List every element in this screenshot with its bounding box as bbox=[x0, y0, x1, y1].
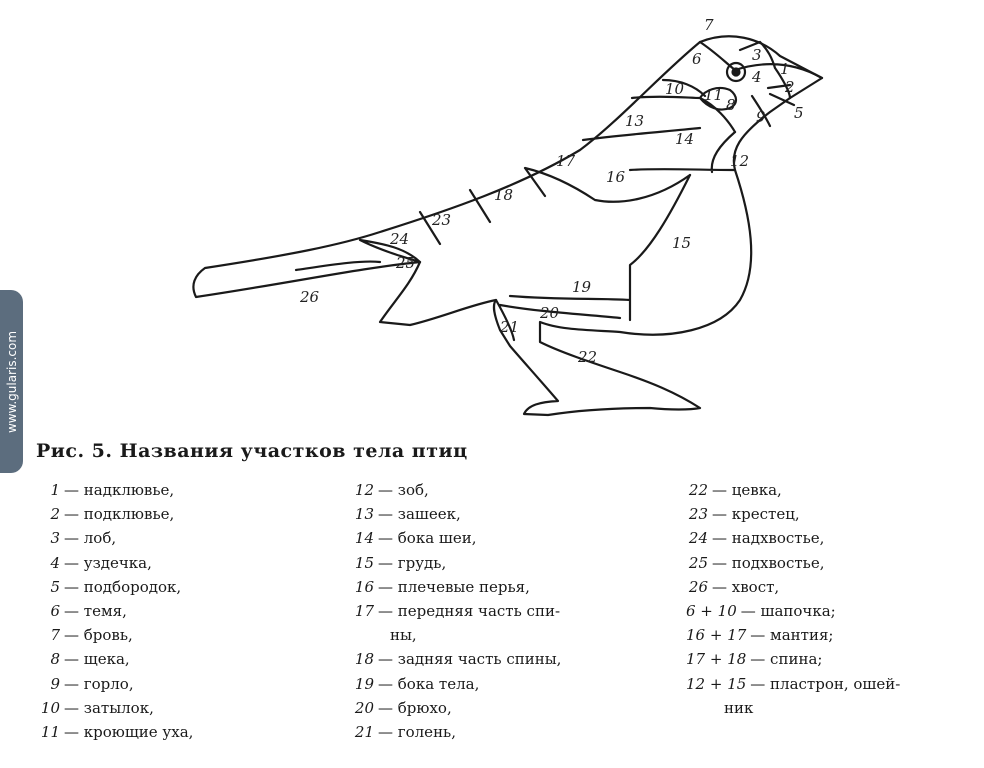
region-number: 8 bbox=[726, 96, 736, 114]
legend-entry: 23 — крестец, bbox=[688, 505, 800, 524]
legend-column-3 bbox=[686, 478, 900, 720]
back-lines bbox=[296, 128, 735, 270]
region-number: 16 bbox=[606, 168, 626, 186]
region-number: 2 bbox=[785, 78, 795, 96]
legend-entry: 8 — щека, bbox=[50, 650, 130, 669]
region-number: 14 bbox=[675, 130, 695, 148]
region-number: 15 bbox=[672, 234, 692, 252]
watermark-text: www.gularis.com bbox=[4, 330, 19, 433]
legend-entry: 4 — уздечка, bbox=[50, 553, 152, 572]
legend-entry: 9 — горло, bbox=[50, 674, 134, 693]
legend-entry-continuation: ник bbox=[724, 698, 754, 717]
legend-entry: 6 — темя, bbox=[50, 602, 127, 621]
legend-entry: 14 — бока шеи, bbox=[354, 529, 477, 548]
legend-combo-entry: 17 + 18 — спина; bbox=[686, 650, 823, 669]
region-number: 9 bbox=[756, 108, 766, 126]
region-number: 21 bbox=[500, 318, 520, 336]
legend-entry: 2 — подклювье, bbox=[50, 505, 175, 524]
region-number: 4 bbox=[752, 68, 762, 86]
legend-entry: 18 — задняя часть спины, bbox=[354, 650, 562, 669]
legend-entry: 5 — подбородок, bbox=[50, 577, 182, 596]
region-number: 5 bbox=[794, 104, 804, 122]
legend-entry: 7 — бровь, bbox=[50, 626, 133, 645]
region-number: 24 bbox=[390, 230, 410, 248]
legend-entry: 21 — голень, bbox=[354, 723, 456, 742]
region-number: 6 bbox=[692, 50, 702, 68]
region-number: 23 bbox=[432, 211, 452, 229]
region-number: 12 bbox=[730, 152, 750, 170]
legend-entry: 15 — грудь, bbox=[354, 553, 447, 572]
legend-combo-entry: 16 + 17 — мантия; bbox=[686, 626, 834, 645]
legend-entry: 1 — надклювье, bbox=[50, 481, 175, 499]
region-number: 17 bbox=[556, 152, 576, 170]
legend-column-1 bbox=[38, 478, 193, 744]
region-number: 22 bbox=[578, 348, 598, 366]
region-number: 3 bbox=[752, 46, 762, 64]
legend-entry: 10 — затылок, bbox=[40, 698, 154, 717]
legend-entry: 12 — зоб, bbox=[354, 481, 429, 499]
figure-caption: Рис. 5. Названия участков тела птиц bbox=[36, 440, 468, 462]
region-number: 7 bbox=[704, 16, 714, 34]
region-number: 20 bbox=[540, 304, 560, 322]
legend-entry: 17 — передняя часть спи- bbox=[354, 602, 561, 621]
legend-entry-continuation: ны, bbox=[390, 626, 417, 645]
region-number: 11 bbox=[704, 86, 724, 104]
legend-entry: 26 — хвост, bbox=[688, 577, 780, 596]
region-number: 1 bbox=[780, 60, 790, 78]
bird-outline bbox=[193, 36, 822, 415]
legend-entry: 19 — бока тела, bbox=[354, 674, 480, 693]
region-number: 19 bbox=[572, 278, 592, 296]
legend-entry: 3 — лоб, bbox=[50, 529, 117, 548]
region-number: 25 bbox=[396, 254, 416, 272]
legend-entry: 16 — плечевые перья, bbox=[354, 577, 530, 596]
legend-entry: 20 — брюхо, bbox=[354, 698, 452, 717]
legend-entry: 24 — надхвостье, bbox=[688, 529, 825, 548]
region-number: 18 bbox=[494, 186, 514, 204]
region-number: 10 bbox=[665, 80, 685, 98]
legend-entry: 13 — зашеек, bbox=[354, 505, 461, 524]
legend-combo-entry: 12 + 15 — пластрон, ошей- bbox=[686, 674, 901, 693]
legend-combo-entry: 6 + 10 — шапочка; bbox=[686, 602, 836, 621]
legend-entry: 22 — цевка, bbox=[688, 481, 782, 499]
legend-entry: 25 — подхвостье, bbox=[688, 553, 825, 572]
region-number: 26 bbox=[300, 288, 320, 306]
region-number: 13 bbox=[625, 112, 645, 130]
legend-entry: 11 — кроющие уха, bbox=[40, 723, 194, 742]
legend-column-2 bbox=[352, 478, 561, 744]
